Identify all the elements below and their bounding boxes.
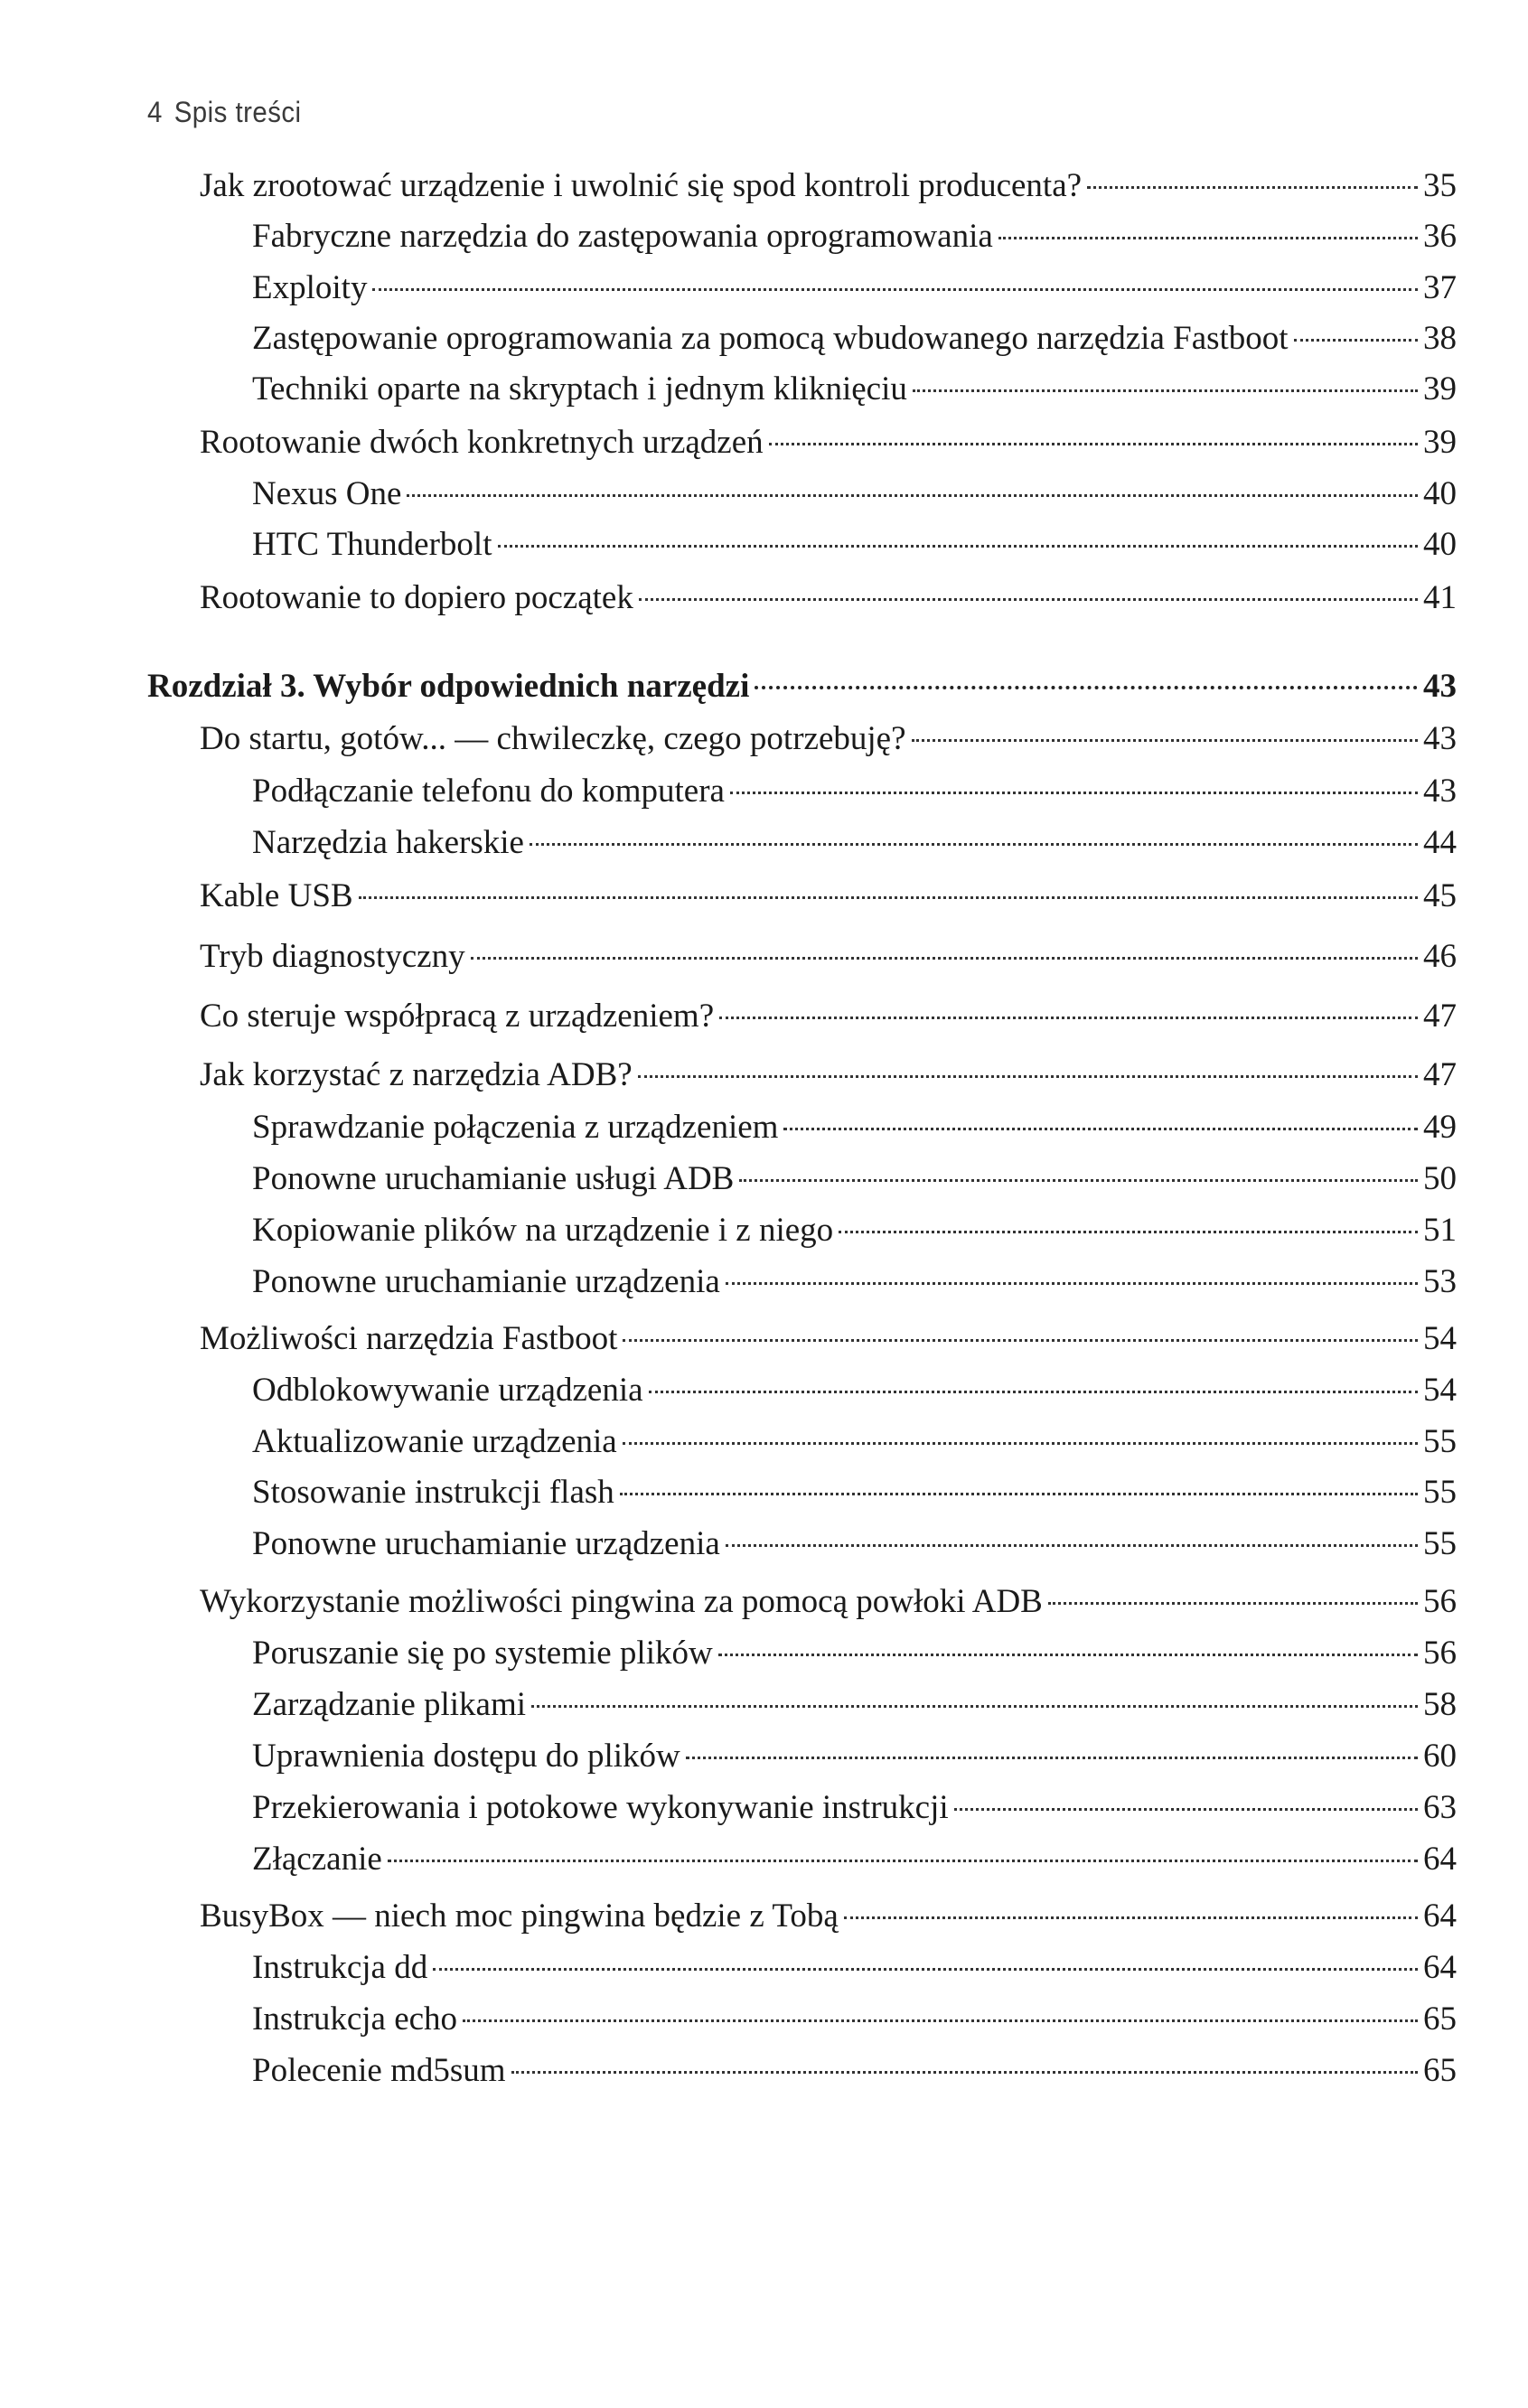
toc-section (200, 1897, 1457, 1936)
toc-entry-page: 40 (1423, 526, 1457, 563)
toc-entry-page: 55 (1423, 1423, 1457, 1460)
toc-entry-title: Poruszanie się po systemie plików (252, 1635, 713, 1672)
dot-leader (954, 1808, 1418, 1811)
toc-entry-page: 46 (1423, 938, 1457, 975)
dot-leader (739, 1179, 1418, 1182)
toc-entry-page: 37 (1423, 269, 1457, 306)
toc-subsection (252, 1737, 1457, 1776)
toc-section (200, 997, 1457, 1036)
dot-leader (718, 1654, 1418, 1656)
toc-entry-title: Polecenie md5sum (252, 2052, 506, 2089)
toc-entry-title: Zastępowanie oprogramowania za pomocą wbudowanego narzędzia Fastboot (252, 320, 1289, 357)
toc-entry-page: 64 (1423, 1897, 1457, 1935)
toc-entry-page: 63 (1423, 1789, 1457, 1826)
toc-subsection (252, 1634, 1457, 1673)
toc-section (200, 876, 1457, 916)
dot-leader (649, 1391, 1418, 1393)
toc-entry-title: Możliwości narzędzia Fastboot (200, 1320, 618, 1357)
toc-entry-title: Zarządzanie plikami (252, 1686, 527, 1723)
toc-entry-page: 35 (1423, 167, 1457, 204)
toc-entry-title: Tryb diagnostyczny (200, 938, 465, 975)
toc-subsection (252, 370, 1457, 409)
dot-leader (623, 1442, 1418, 1445)
toc-entry-title: Stosowanie instrukcji flash (252, 1474, 614, 1511)
dot-leader (639, 598, 1418, 601)
toc-subsection (252, 1524, 1457, 1564)
toc-entry-page: 65 (1423, 2052, 1457, 2089)
toc-section (200, 423, 1457, 463)
toc-subsection (252, 319, 1457, 359)
toc-entry-title: Rootowanie dwóch konkretnych urządzeń (200, 424, 764, 461)
toc-subsection (252, 268, 1457, 308)
dot-leader (1087, 186, 1418, 189)
dot-leader (686, 1757, 1418, 1759)
toc-entry-page: 40 (1423, 475, 1457, 512)
toc-subsection (252, 474, 1457, 514)
toc-entry-page: 51 (1423, 1212, 1457, 1249)
toc-entry-title: Kopiowanie plików na urządzenie i z niego (252, 1212, 834, 1249)
toc-chapter (147, 667, 1457, 707)
toc-entry-page: 39 (1423, 424, 1457, 461)
dot-leader (471, 957, 1418, 960)
toc-entry-title: Ponowne uruchamianie usługi ADB (252, 1160, 735, 1197)
toc-section (200, 719, 1457, 759)
dot-leader (726, 1544, 1418, 1547)
toc-entry-page: 39 (1423, 370, 1457, 408)
toc-subsection (252, 217, 1457, 257)
dot-leader (463, 2019, 1418, 2022)
toc-entry-page: 54 (1423, 1320, 1457, 1357)
toc-subsection (252, 1422, 1457, 1462)
toc-entry-title: Sprawdzanie połączenia z urządzeniem (252, 1109, 779, 1146)
toc-entry-title: Instrukcja dd (252, 1949, 428, 1986)
toc-entry-page: 43 (1423, 668, 1457, 705)
dot-leader (1294, 339, 1418, 342)
toc-entry-page: 56 (1423, 1583, 1457, 1620)
toc-entry-page: 64 (1423, 1841, 1457, 1878)
toc-entry-page: 65 (1423, 2000, 1457, 2038)
toc-entry-title: Kable USB (200, 877, 353, 914)
toc-entry-title: Wykorzystanie możliwości pingwina za pomocą powłoki ADB (200, 1583, 1043, 1620)
toc-subsection (252, 1262, 1457, 1302)
dot-leader (511, 2071, 1418, 2074)
running-header (147, 96, 302, 129)
toc-subsection (252, 1685, 1457, 1725)
dot-leader (730, 792, 1418, 794)
dot-leader (531, 1705, 1418, 1708)
dot-leader (638, 1075, 1418, 1078)
toc-entry-title: Co steruje współpracą z urządzeniem? (200, 998, 715, 1035)
dot-leader (620, 1493, 1418, 1495)
toc-entry-title: HTC Thunderbolt (252, 526, 492, 563)
dot-leader (769, 443, 1418, 445)
toc-entry-page: 38 (1423, 320, 1457, 357)
toc-section (200, 1319, 1457, 1359)
toc-entry-page: 55 (1423, 1474, 1457, 1511)
toc-entry-title: Jak korzystać z narzędzia ADB? (200, 1056, 633, 1093)
dot-leader (719, 1017, 1418, 1019)
toc-entry-title: Uprawnienia dostępu do plików (252, 1738, 680, 1775)
toc-entry-title: Nexus One (252, 475, 402, 512)
dot-leader (407, 494, 1418, 497)
dot-leader (1048, 1602, 1418, 1605)
toc-subsection (252, 1108, 1457, 1148)
toc-entry-title: Jak zrootować urządzenie i uwolnić się spod kontroli producenta? (200, 167, 1083, 204)
toc-entry-page: 45 (1423, 877, 1457, 914)
toc-subsection (252, 1473, 1457, 1513)
toc-entry-page: 47 (1423, 998, 1457, 1035)
toc-entry-title: Do startu, gotów... — chwileczkę, czego potrzebuję? (200, 720, 906, 757)
toc-entry-page: 56 (1423, 1635, 1457, 1672)
toc-entry-page: 64 (1423, 1949, 1457, 1986)
toc-section (200, 1582, 1457, 1622)
toc-entry-page: 54 (1423, 1372, 1457, 1409)
toc-entry-title: Exploity (252, 269, 368, 306)
toc-subsection (252, 1211, 1457, 1251)
toc-subsection (252, 1788, 1457, 1828)
toc-entry-title: Odblokowywanie urządzenia (252, 1372, 643, 1409)
toc-subsection (252, 1371, 1457, 1410)
dot-leader (498, 545, 1419, 548)
dot-leader (433, 1968, 1418, 1971)
toc-entry-title: Fabryczne narzędzia do zastępowania oprogramowania (252, 218, 993, 255)
toc-entry-page: 36 (1423, 218, 1457, 255)
dot-leader (783, 1128, 1418, 1130)
dot-leader (912, 739, 1419, 742)
dot-leader (623, 1339, 1418, 1342)
toc-entry-title: Rootowanie to dopiero początek (200, 579, 633, 616)
toc-section (200, 578, 1457, 618)
dot-leader (844, 1916, 1418, 1919)
dot-leader (359, 896, 1418, 899)
dot-leader (388, 1860, 1418, 1862)
toc-subsection (252, 1159, 1457, 1199)
toc-entry-page: 58 (1423, 1686, 1457, 1723)
toc-subsection (252, 1840, 1457, 1879)
toc-entry-page: 44 (1423, 824, 1457, 861)
dot-leader (372, 288, 1418, 291)
toc-entry-page: 53 (1423, 1263, 1457, 1300)
toc-subsection (252, 525, 1457, 565)
toc-entry-title: Podłączanie telefonu do komputera (252, 773, 725, 810)
toc-entry-title: Przekierowania i potokowe wykonywanie instrukcji (252, 1789, 949, 1826)
toc-entry-page: 43 (1423, 720, 1457, 757)
toc-entry-page: 41 (1423, 579, 1457, 616)
toc-subsection (252, 1948, 1457, 1988)
toc-entry-title: Aktualizowanie urządzenia (252, 1423, 617, 1460)
toc-entry-page: 43 (1423, 773, 1457, 810)
toc-entry-page: 55 (1423, 1525, 1457, 1562)
toc-section (200, 1055, 1457, 1095)
page-number: 4 (147, 96, 163, 128)
toc-entry-title: BusyBox — niech moc pingwina będzie z Tobą (200, 1897, 839, 1935)
toc-entry-title: Ponowne uruchamianie urządzenia (252, 1525, 720, 1562)
dot-leader (755, 686, 1418, 689)
dot-leader (998, 237, 1418, 239)
toc-entry-title: Narzędzia hakerskie (252, 824, 524, 861)
dot-leader (913, 389, 1418, 392)
dot-leader (726, 1282, 1418, 1285)
toc-entry-page: 50 (1423, 1160, 1457, 1197)
toc-entry-title: Instrukcja echo (252, 2000, 458, 2038)
toc-subsection (252, 2000, 1457, 2039)
toc-entry-title: Techniki oparte na skryptach i jednym kliknięciu (252, 370, 907, 408)
dot-leader (530, 843, 1418, 846)
dot-leader (839, 1231, 1418, 1233)
toc-section (200, 166, 1457, 206)
toc-entry-title: Ponowne uruchamianie urządzenia (252, 1263, 720, 1300)
toc-entry-page: 47 (1423, 1056, 1457, 1093)
toc-entry-title: Złączanie (252, 1841, 382, 1878)
toc-entry-page: 60 (1423, 1738, 1457, 1775)
toc-section (200, 937, 1457, 977)
toc-subsection (252, 823, 1457, 863)
toc-subsection (252, 2051, 1457, 2091)
toc-entry-title: Rozdział 3. Wybór odpowiednich narzędzi (147, 668, 750, 705)
toc-subsection (252, 772, 1457, 811)
toc-entry-page: 49 (1423, 1109, 1457, 1146)
running-title: Spis treści (173, 96, 302, 128)
